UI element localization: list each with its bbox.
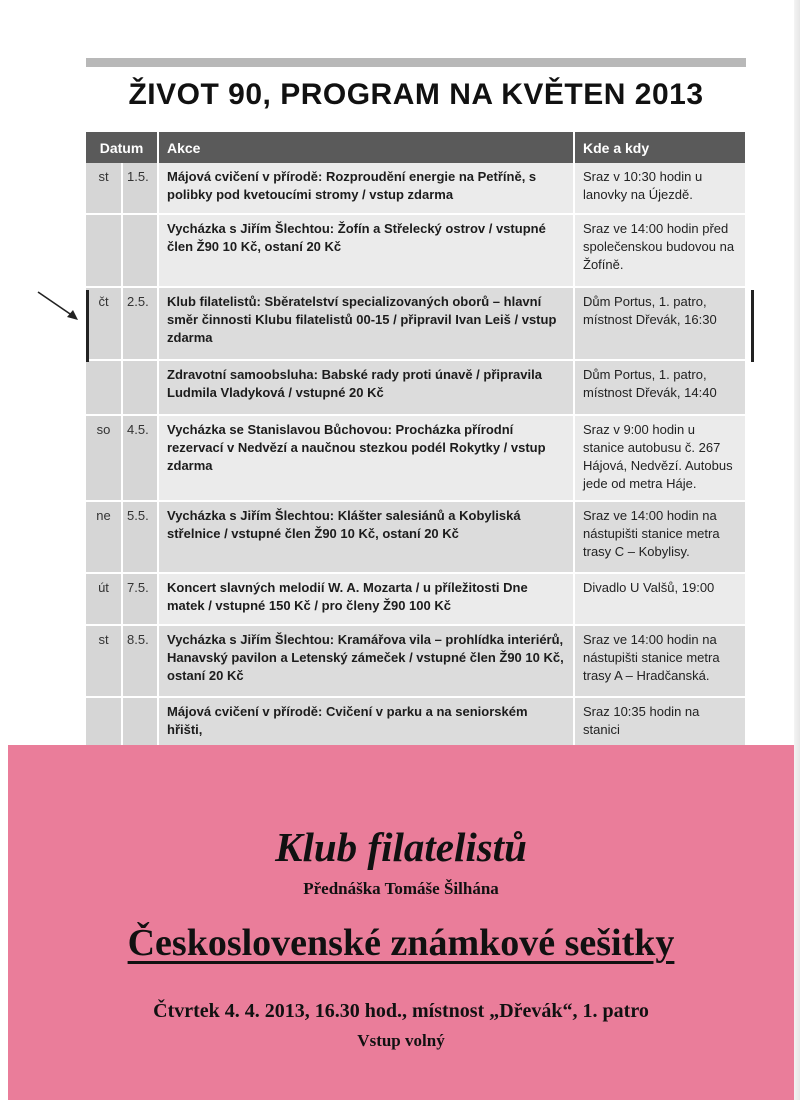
- flyer-lecturer: Přednáška Tomáše Šilhána: [303, 879, 499, 898]
- row-date: 7.5.: [122, 573, 158, 625]
- flyer-topic: [8, 921, 794, 965]
- row-date: 8.5.: [122, 625, 158, 697]
- row-action: Vycházka s Jiřím Šlechtou: Žofín a Střelecký ostrov / vstupné člen Ž90 10 Kč, ostaní 20 Kč: [158, 214, 574, 287]
- program-table: [86, 132, 747, 747]
- row-action: Vycházka s Jiřím Šlechtou: Klášter salesiánů a Kobyliská střelnice / vstupné člen Ž90 10 Kč, ostaní 20 Kč: [158, 501, 574, 573]
- row-action: Zdravotní samoobsluha: Babské rady proti únavě / připravila Ludmila Vladyková / vstupné 20 Kč: [158, 360, 574, 415]
- row-action: Májová cvičení v přírodě: Rozproudění energie na Petříně, s polibky pod kvetoucími stromy / vstup zdarma: [158, 163, 574, 214]
- row-where: Sraz v 9:00 hodin u stanice autobusu č. 267 Hájová, Nedvězí. Autobus jede od metra Háje.: [574, 415, 746, 501]
- table-row: [86, 163, 746, 214]
- row-day: st: [86, 625, 122, 697]
- row-date: 2.5.: [122, 287, 158, 360]
- row-action: Koncert slavných melodií W. A. Mozarta / u příležitosti Dne matek / vstupné 150 Kč / pro členy Ž90 100 Kč: [158, 573, 574, 625]
- table-row: [86, 360, 746, 415]
- row-date: 4.5.: [122, 415, 158, 501]
- row-day: [86, 697, 122, 746]
- row-day: út: [86, 573, 122, 625]
- flyer-topic-text: Československé známkové sešitky: [127, 922, 675, 964]
- table-row: [86, 415, 746, 501]
- row-date: 1.5.: [122, 163, 158, 214]
- table-row: [86, 214, 746, 287]
- row-action: Májová cvičení v přírodě: Cvičení v parku a na seniorském hřišti,: [158, 697, 574, 746]
- row-day: st: [86, 163, 122, 214]
- row-action: Vycházka s Jiřím Šlechtou: Kramářova vila – prohlídka interiérů, Hanavský pavilon a Letenský zámeček / vstupné člen Ž90 10 Kč, ostaní 20 Kč: [158, 625, 574, 697]
- table-row: [86, 573, 746, 625]
- arrow-icon: [34, 288, 84, 328]
- flyer-entry: Vstup volný: [357, 1031, 445, 1050]
- table-row: [86, 501, 746, 573]
- program-title: ŽIVOT 90, PROGRAM NA KVĚTEN 2013: [128, 78, 704, 111]
- column-header-action: Akce: [158, 132, 574, 163]
- row-day: ne: [86, 501, 122, 573]
- column-header-where: Kde a kdy: [574, 132, 746, 163]
- table-row: [86, 287, 746, 360]
- flyer-date-place: Čtvrtek 4. 4. 2013, 16.30 hod., místnost „Dřevák“, 1. patro: [153, 1000, 649, 1022]
- row-where: Divadlo U Valšů, 19:00: [574, 573, 746, 625]
- flyer-club-title: Klub filatelistů: [275, 824, 527, 870]
- row-action: Klub filatelistů: Sběratelství specializovaných oborů – hlavní směr činnosti Klubu filatelistů 00-15 / připravil Ivan Leiš / vstup zdarma: [158, 287, 574, 360]
- row-date: [122, 697, 158, 746]
- row-day: so: [86, 415, 122, 501]
- row-where: Sraz ve 14:00 hodin na nástupišti stanice metra trasy A – Hradčanská.: [574, 625, 746, 697]
- row-day: [86, 214, 122, 287]
- row-day: [86, 360, 122, 415]
- row-date: 5.5.: [122, 501, 158, 573]
- row-date: [122, 360, 158, 415]
- table-header-row: [86, 132, 746, 163]
- column-header-date: Datum: [86, 132, 158, 163]
- table-row: [86, 625, 746, 697]
- row-where: Dům Portus, 1. patro, místnost Dřevák, 16:30: [574, 287, 746, 360]
- pink-flyer: [8, 745, 794, 1100]
- row-date: [122, 214, 158, 287]
- row-where: Sraz 10:35 hodin na stanici: [574, 697, 746, 746]
- row-action: Vycházka se Stanislavou Bůchovou: Procházka přírodní rezervací v Nedvězí a naučnou stezkou podél Rokytky / vstup zdarma: [158, 415, 574, 501]
- row-where: Sraz ve 14:00 hodin před společenskou budovou na Žofíně.: [574, 214, 746, 287]
- top-rule: [86, 58, 746, 67]
- row-where: Sraz v 10:30 hodin u lanovky na Újezdě.: [574, 163, 746, 214]
- row-where: Sraz ve 14:00 hodin na nástupišti stanice metra trasy C – Kobylisy.: [574, 501, 746, 573]
- scan-edge: [794, 0, 800, 1100]
- program-sheet: [86, 58, 746, 758]
- row-where: Dům Portus, 1. patro, místnost Dřevák, 14:40: [574, 360, 746, 415]
- row-day: čt: [86, 287, 122, 360]
- table-row: [86, 697, 746, 746]
